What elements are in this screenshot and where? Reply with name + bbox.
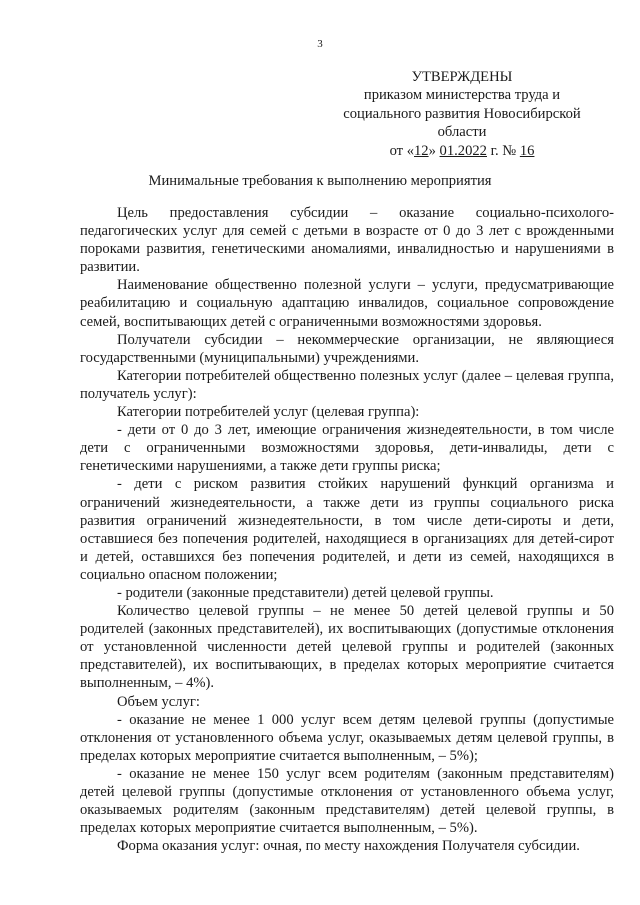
page-number: 3 (317, 38, 323, 50)
document-title: Минимальные требования к выполнению мероприятия (148, 173, 492, 189)
paragraph-target-group-heading: Категории потребителей услуг (целевая группа): (117, 404, 420, 421)
date-day: 12 (414, 142, 429, 159)
date-mid: » (428, 142, 440, 159)
list-item-volume-children: - оказание не менее 1 000 услуг всем детям целевой группы (допустимые отклонения от установленного объема услуг, оказываемых детям целевой группы, в пределах которых мероприятие считается выполненным, – 5%); (80, 711, 614, 764)
approval-date-line (312, 142, 612, 160)
paragraph-recipients: Получатели субсидии – некоммерческие организации, не являющиеся государственными (муниципальными) учреждениями. (80, 331, 614, 366)
date-month-year: 01.2022 (439, 142, 487, 159)
date-suffix: г. № (486, 142, 520, 159)
list-item-volume-parents: - оказание не менее 150 услуг всем родителям (законным представителям) детей целевой группы (допустимые отклонения от установленного объема услуг, оказываемых родителям (законным представителям) детей целевой группы, в пределах которых мероприятие считается выполненным, – 5%). (80, 765, 614, 837)
paragraph-volume-heading: Объем услуг: (117, 693, 200, 710)
list-item-children-at-risk: - дети с риском развития стойких нарушений функций организма и ограничений жизнедеятельности, а также дети из группы социального риска развития ограничений жизнедеятельности, в том числе дети-сироты и дети, оставшиеся без попечения родителей, находящиеся в организациях для детей-сирот и детей, оставшихся без попечения родителей, и дети из семей, находящихся в социально опасном положении; (80, 476, 614, 583)
list-item-children-0-3: - дети от 0 до 3 лет, имеющие ограничения жизнедеятельности, в том числе дети с ограниченными возможностями здоровья, дети-инвалиды, дети с генетическими нарушениями, а также дети группы риска; (80, 422, 614, 475)
document-body (80, 204, 614, 855)
paragraph-service-form: Форма оказания услуг: очная, по месту нахождения Получателя субсидии. (117, 838, 580, 855)
order-number: 16 (519, 142, 535, 159)
date-prefix: от « (389, 142, 414, 159)
paragraph-group-size: Количество целевой группы – не менее 50 детей целевой группы и 50 родителей (законных представителей), их воспитывающих (допустимые отклонения от установленной численности детей целевой группы и родителей (законных представителей), их воспитывающих, в пределах которых мероприятие считается выполненным, – 4%). (80, 603, 614, 692)
list-item-parents: - родители (законные представители) детей целевой группы. (117, 584, 494, 601)
paragraph-purpose: Цель предоставления субсидии – оказание социально-психолого-педагогических услуг для семей с детьми в возрасте от 0 до 3 лет с врожденными пороками развития, генетическими аномалиями, инвалидностью и нарушениями в развитии. (80, 205, 614, 276)
approval-heading: УТВЕРЖДЕНЫ (411, 69, 513, 85)
paragraph-service-name: Наименование общественно полезной услуги – услуги, предусматривающие реабилитацию и социальную адаптацию инвалидов, социальное сопровождение семей, воспитывающих детей с ограниченными возможностями здоровья. (80, 277, 614, 330)
approval-block (312, 68, 612, 160)
paragraph-consumer-categories: Категории потребителей общественно полезных услуг (далее – целевая группа, получатель услуг): (80, 367, 614, 402)
approval-line-region: области (437, 124, 487, 141)
approval-line-order: приказом министерства труда и (363, 87, 561, 104)
approval-line-ministry: социального развития Новосибирской (343, 105, 581, 122)
